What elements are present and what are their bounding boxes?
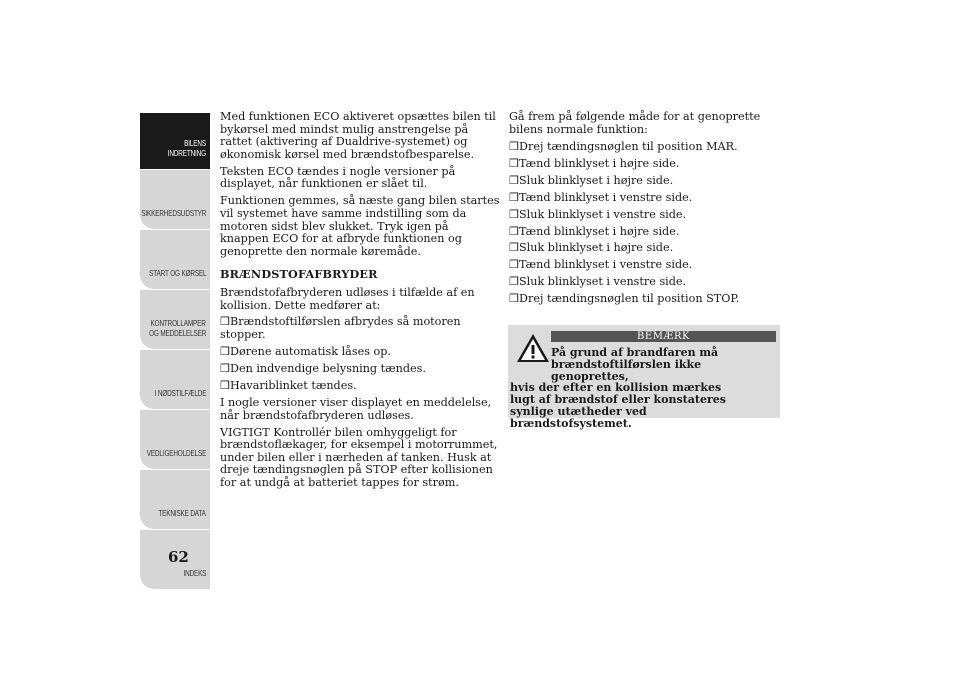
section-heading: BRÆNDSTOFAFBRYDER	[220, 267, 378, 282]
list-item	[220, 363, 500, 376]
bullet-list	[509, 141, 789, 306]
list-item	[509, 293, 789, 306]
list-item	[220, 380, 500, 393]
sidebar-tab-label: SIKKERHEDSUDSTYR	[141, 209, 206, 218]
sidebar-tab[interactable]	[140, 350, 210, 409]
sidebar-tab-label: I NØDSTILFÆLDE	[154, 389, 206, 398]
list-item	[509, 209, 789, 222]
sidebar-tab[interactable]	[140, 170, 210, 229]
bullet-icon: ❒	[509, 258, 520, 272]
list-item	[509, 141, 789, 154]
sidebar-tab[interactable]	[140, 113, 210, 169]
note-title: BEMÆRK	[551, 331, 776, 342]
bullet-icon: ❒	[220, 362, 231, 376]
paragraph: Med funktionen ECO aktiveret opsættes bilen til bykørsel med mindst mulig anstrengelse på rattet (aktivering af Dualdrive-systemet) og økonomisk kørsel med brændstofbesparelse.	[220, 110, 496, 161]
list-item	[509, 226, 789, 239]
sidebar-tab-label: KONTROLLAMPER	[150, 319, 206, 328]
warning-note-box	[508, 325, 780, 430]
list-item-text: Drej tændingsnøglen til position MAR.	[519, 139, 738, 153]
bullet-icon: ❒	[509, 173, 520, 187]
bullet-icon: ❒	[220, 379, 231, 393]
note-line: hvis der efter en kollision mærkes lugt af brændstof eller konstateres synlige utætheder ved brændstofsystemet.	[510, 381, 726, 430]
sidebar-tab-label: BILENS	[184, 139, 206, 148]
paragraph: VIGTIGT Kontrollér bilen omhyggeligt for brændstoflækager, for eksempel i motorrummet, under bilen eller i nærheden af tanken. Husk at dreje tændingsnøglen på STOP efter kollisionen for at undgå at batteriet tappes for strøm.	[220, 425, 498, 489]
list-item-text: Brændstoftilførslen afbrydes så motoren stopper.	[220, 315, 461, 342]
bullet-icon: ❒	[220, 315, 231, 329]
list-item	[509, 242, 789, 255]
list-item	[220, 346, 500, 359]
list-item-text: Tænd blinklyset i højre side.	[519, 224, 680, 238]
bullet-icon: ❒	[509, 139, 520, 153]
list-item-text: Tænd blinklyset i venstre side.	[519, 190, 693, 204]
bullet-icon: ❒	[509, 275, 520, 289]
paragraph: Teksten ECO tændes i nogle versioner på displayet, når funktionen er slået til.	[220, 164, 456, 191]
list-item-text: Tænd blinklyset i venstre side.	[519, 258, 693, 272]
sidebar-tab[interactable]	[140, 230, 210, 289]
paragraph: I nogle versioner viser displayet en meddelelse, når brændstofafbryderen udløses.	[220, 396, 492, 422]
note-line: brændstoftilførslen ikke genoprettes,	[551, 357, 702, 383]
note-line: På grund af brandfaren må	[551, 346, 719, 359]
list-item-text: Sluk blinklyset i venstre side.	[519, 207, 687, 221]
list-item-text: Havariblinket tændes.	[230, 379, 357, 393]
sidebar-tab-label: START OG KØRSEL	[148, 269, 206, 278]
bullet-icon: ❒	[509, 207, 520, 221]
list-item-text: Drej tændingsnøglen til position STOP.	[519, 292, 740, 306]
paragraph: Brændstofafbryderen udløses i tilfælde af en kollision. Dette medfører at:	[220, 285, 475, 312]
bullet-icon: ❒	[509, 156, 520, 170]
bullet-icon: ❒	[509, 241, 520, 255]
paragraph: Gå frem på følgende måde for at genoprette bilens normale funktion:	[509, 110, 761, 136]
paragraph: Funktionen gemmes, så næste gang bilen startes vil systemet have samme indstilling som da motoren sidst blev slukket. Tryk igen på knappen ECO for at afbryde funktionen og genoprette den normale køremåde.	[220, 194, 500, 258]
sidebar-tab-label: TEKNISKE DATA	[158, 509, 206, 518]
list-item	[220, 316, 500, 341]
list-item	[509, 259, 789, 272]
list-item-text: Dørene automatisk låses op.	[230, 345, 391, 359]
bullet-icon: ❒	[509, 292, 520, 306]
bullet-icon: ❒	[509, 190, 520, 204]
sidebar-tab-label: INDEKS	[183, 569, 206, 578]
list-item	[509, 175, 789, 188]
sidebar-tab-label: VEDLIGEHOLDELSE	[146, 449, 206, 458]
sidebar-tab[interactable]	[140, 470, 210, 529]
list-item	[509, 276, 789, 289]
sidebar-tab-label: OG MEDDELELSER	[148, 329, 206, 338]
page-number: 62	[168, 548, 189, 566]
list-item-text: Sluk blinklyset i højre side.	[519, 241, 674, 255]
right-column	[509, 111, 789, 310]
note-text	[510, 347, 778, 430]
left-column	[220, 111, 500, 494]
list-item-text: Den indvendige belysning tændes.	[230, 362, 426, 376]
list-item-text: Sluk blinklyset i venstre side.	[519, 275, 687, 289]
list-item	[509, 158, 789, 171]
sidebar-tab[interactable]	[140, 290, 210, 349]
list-item-text: Sluk blinklyset i højre side.	[519, 173, 674, 187]
bullet-icon: ❒	[220, 345, 231, 359]
bullet-list	[220, 316, 500, 392]
chapter-sidebar	[140, 113, 210, 590]
bullet-icon: ❒	[509, 224, 520, 238]
list-item-text: Tænd blinklyset i højre side.	[519, 156, 680, 170]
sidebar-tab-label: INDRETNING	[167, 149, 206, 158]
sidebar-tab[interactable]	[140, 410, 210, 469]
list-item	[509, 192, 789, 205]
